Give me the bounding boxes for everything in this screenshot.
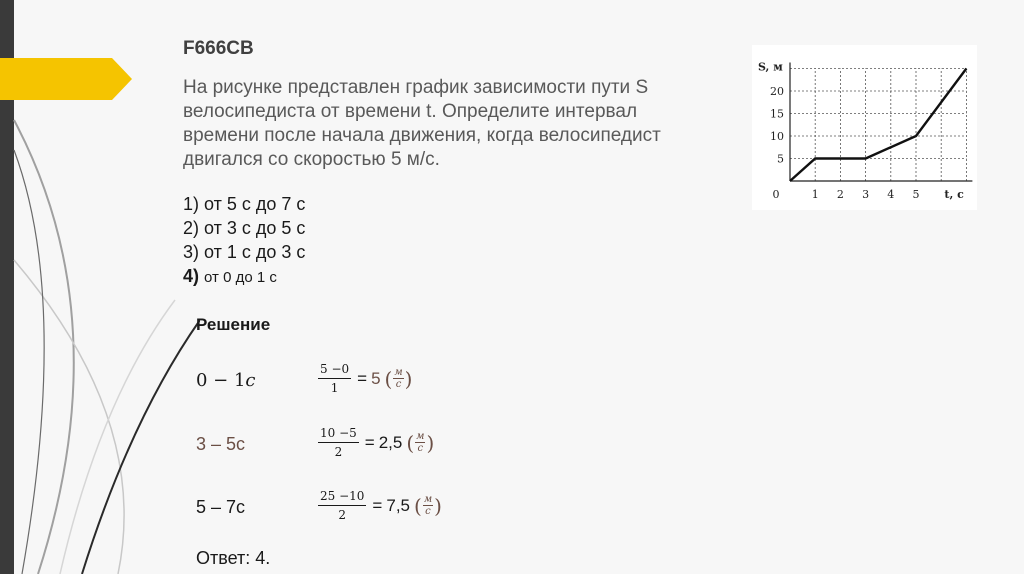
option-2: 2) от 3 с до 5 с [183, 218, 306, 238]
question-text: На рисунке представлен график зависимости пути S велосипедиста от времени t. Определите интервал времени после начала движения, когда велосипедист двигался со скоростью 5 м/с. [183, 77, 661, 170]
answer-text: Ответ: 4. [196, 548, 271, 568]
unit-2: м 𝑐 [416, 431, 425, 454]
accent-tag [0, 58, 132, 100]
y-tick-label: 10 [770, 130, 784, 143]
y-tick-label: 20 [770, 85, 784, 98]
x-tick-label: 5 [912, 188, 920, 201]
interval-3: 5 – 7с [196, 497, 246, 517]
calc-1: $\frac{5 -0}{1}$ = 5 ( м 𝑐 ) [320, 362, 413, 395]
distance-time-graph [752, 45, 977, 210]
option-1: 1) от 5 с до 7 с [183, 194, 306, 214]
calc-3: $\frac{25 -10}{2}$ = 7,5 ( м 𝑐 ) [320, 489, 442, 522]
solution-heading: Решение [196, 315, 271, 334]
x-tick-label: 1 [811, 188, 819, 201]
interval-2: 3 – 5с [196, 434, 246, 454]
option-4: 4) от 0 до 1 с [183, 266, 277, 286]
x-tick-label: 3 [862, 188, 870, 201]
problem-code: F666CB [183, 38, 254, 59]
calc-2: $\frac{10 -5}{2}$ = 2,5 ( м 𝑐 ) [320, 426, 435, 459]
unit-3: м 𝑐 [423, 494, 433, 517]
fraction-3: $\frac{25 -10}{2}$ [320, 489, 365, 522]
y-tick-label: 15 [770, 107, 784, 121]
origin-label: 0 [772, 188, 780, 201]
interval-1: 0 − 1𝑐 [196, 370, 256, 391]
option-3: 3) от 1 с до 3 с [183, 242, 306, 262]
y-tick-label: 5 [777, 152, 784, 166]
answer-options [183, 192, 305, 290]
x-tick-label: 4 [887, 188, 895, 201]
chart-svg [752, 45, 977, 210]
x-axis-label: t, c [944, 188, 964, 201]
fraction-2: $\frac{10 -5}{2}$ [320, 426, 357, 459]
series-line [790, 69, 966, 182]
y-axis-label: S, м [758, 60, 783, 74]
fraction-1: $\frac{5 -0}{1}$ [320, 362, 350, 395]
x-tick-label: 2 [836, 188, 844, 201]
unit-1: м 𝑐 [394, 367, 403, 390]
